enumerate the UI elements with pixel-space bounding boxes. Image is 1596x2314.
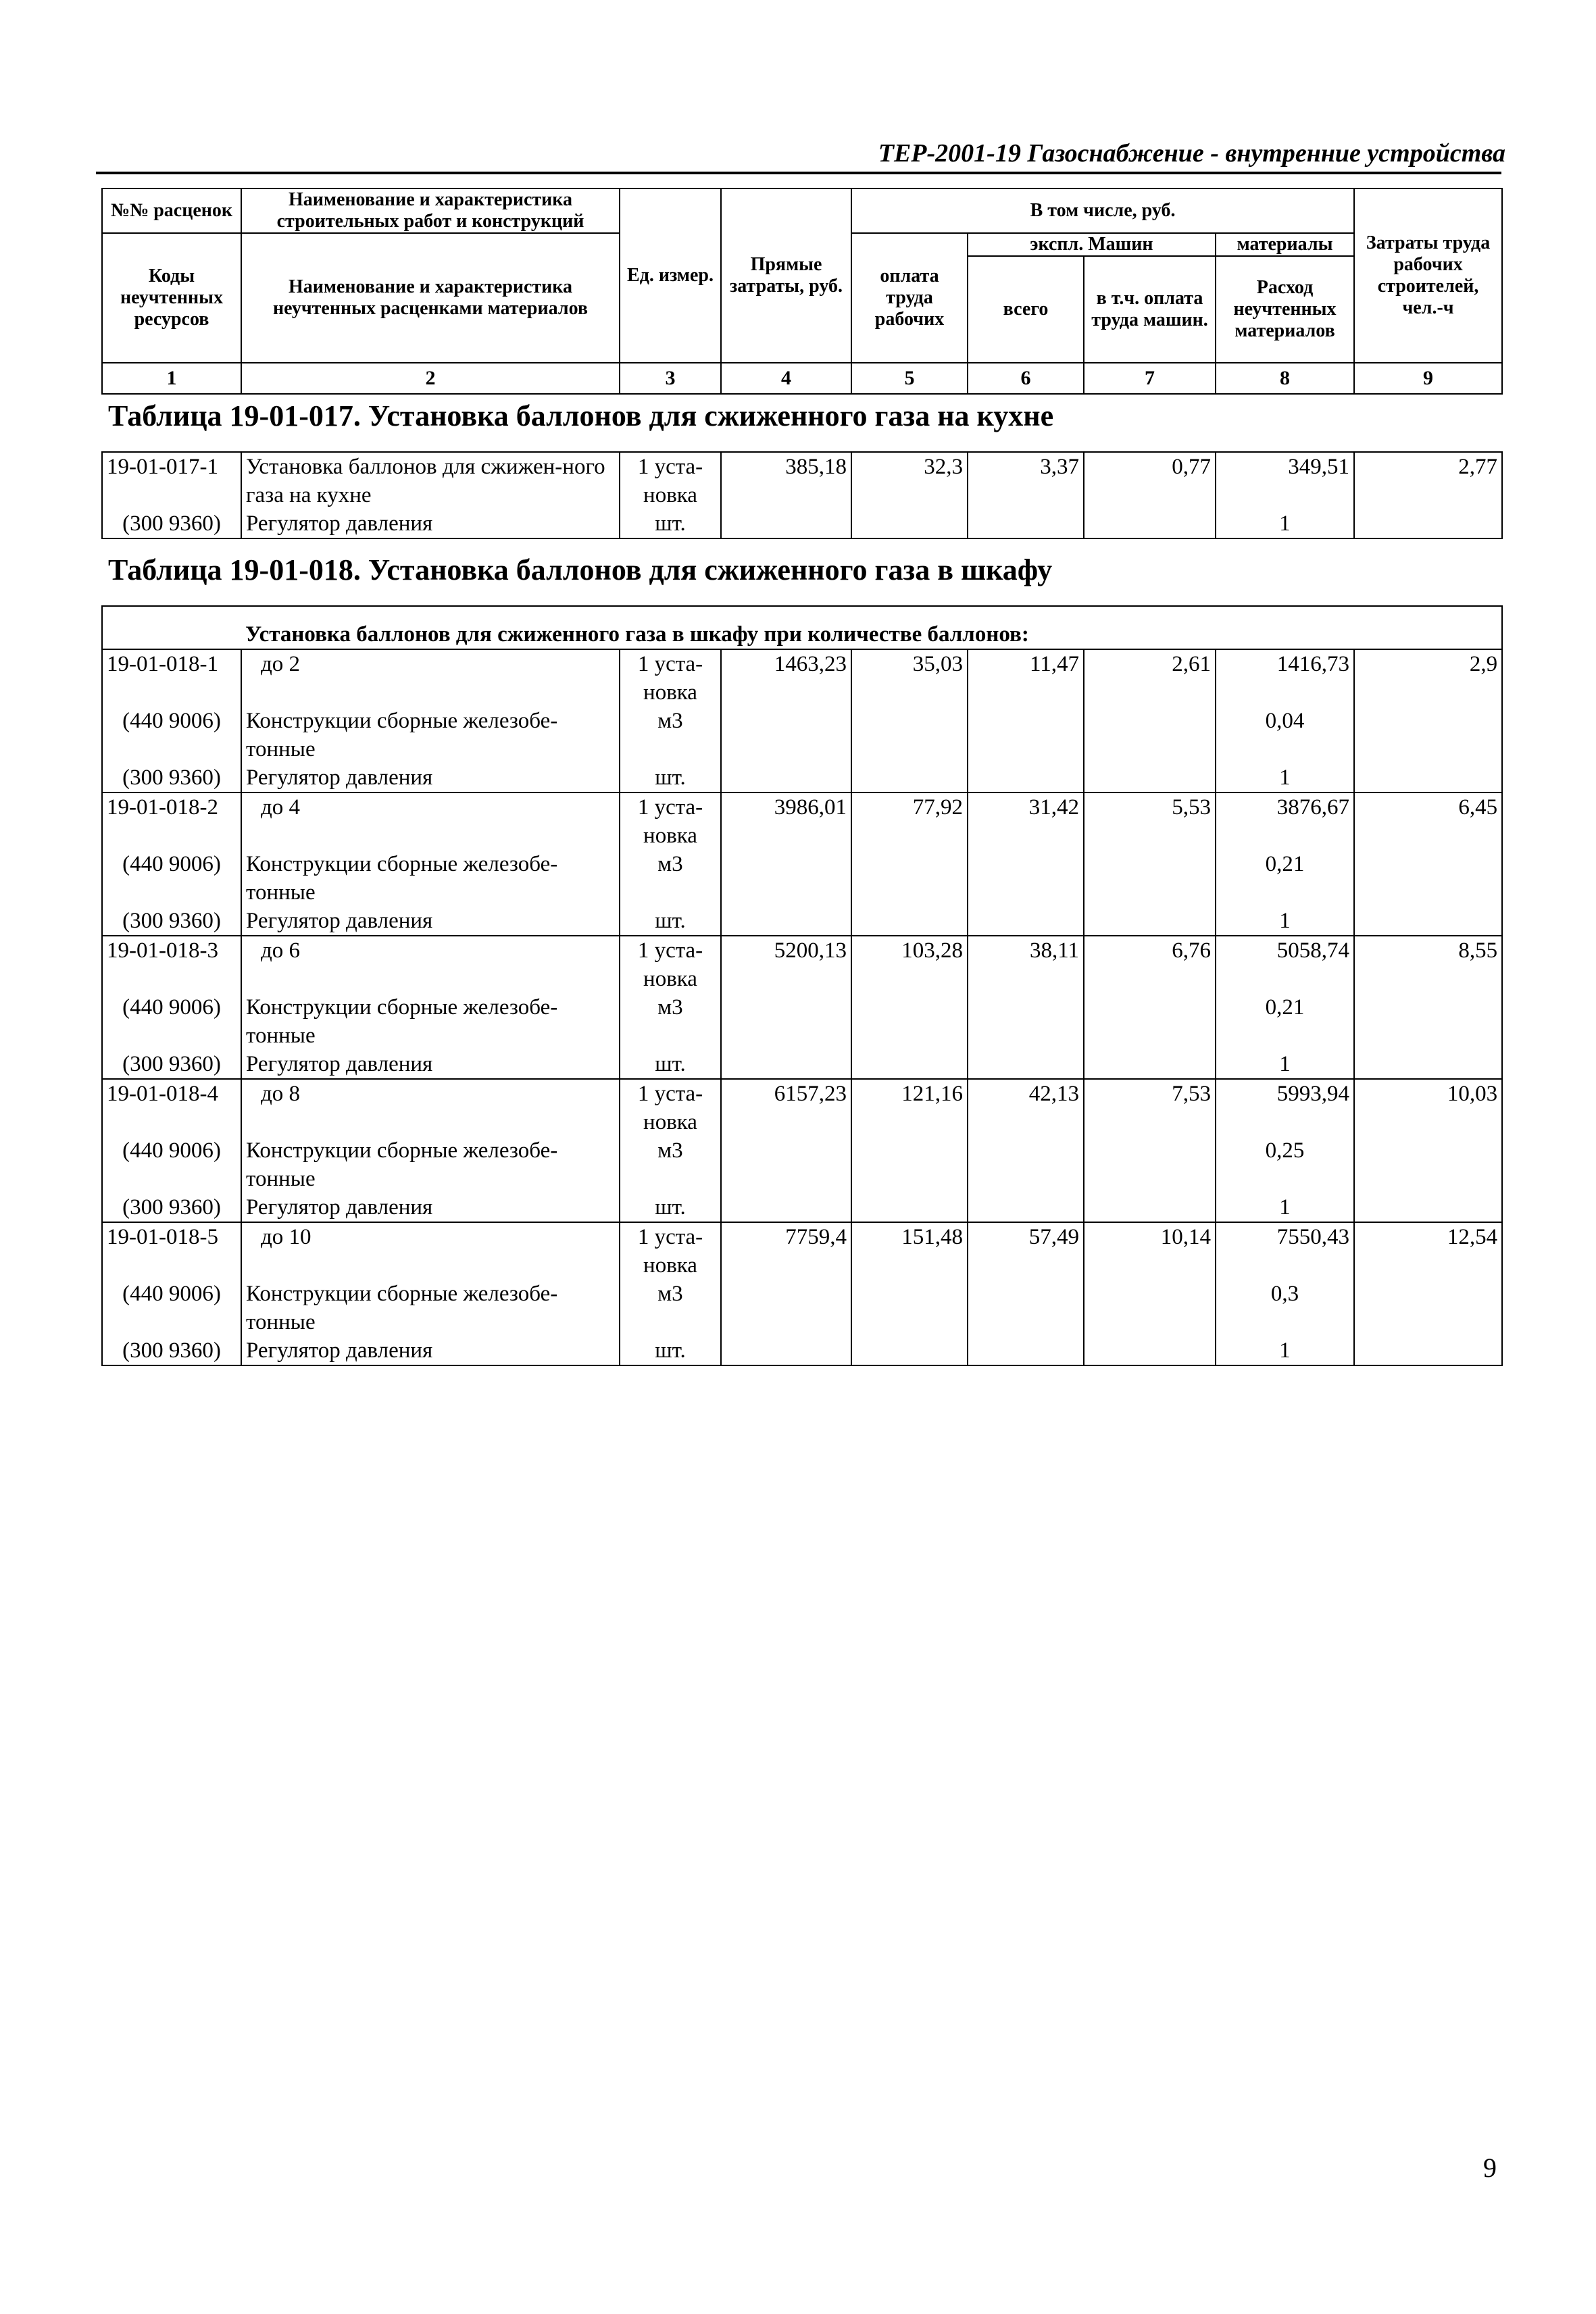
labor-hours: 12,54 [1354, 1222, 1502, 1280]
resource-name: Регулятор давления [241, 1336, 620, 1365]
table-row [102, 707, 1502, 763]
col-group-machines: экспл. Машин [968, 233, 1216, 256]
col-number: 4 [721, 363, 851, 394]
unit: 1 уста-новка [620, 793, 721, 850]
table-row [102, 649, 1502, 707]
resource-name: Конструкции сборные железобе-тонные [241, 850, 620, 907]
machine-operator-pay: 10,14 [1084, 1222, 1216, 1280]
col-number: 3 [620, 363, 721, 394]
col-number: 5 [851, 363, 968, 394]
work-name: Установка баллонов для сжижен-ного газа на кухне [241, 452, 620, 509]
table-row [102, 1193, 1502, 1222]
resource-code: (440 9006) [102, 850, 241, 907]
resource-code: (300 9360) [102, 1193, 241, 1222]
rate-code: 19-01-018-1 [102, 649, 241, 707]
machine-operator-pay: 6,76 [1084, 936, 1216, 993]
machines-total: 42,13 [968, 1079, 1084, 1136]
col-machine-operator-pay: в т.ч. оплата труда машин. [1084, 256, 1216, 363]
resource-name: Регулятор давления [241, 509, 620, 538]
col-group-materials: материалы [1216, 233, 1354, 256]
col-direct-costs: Прямые затраты, руб. [721, 188, 851, 363]
worker-pay: 151,48 [851, 1222, 968, 1280]
worker-pay: 77,92 [851, 793, 968, 850]
table-row [102, 936, 1502, 993]
labor-hours: 10,03 [1354, 1079, 1502, 1136]
resource-code: (440 9006) [102, 1280, 241, 1336]
resource-qty: 0,21 [1216, 850, 1354, 907]
resource-code: (300 9360) [102, 1050, 241, 1079]
labor-hours: 2,9 [1354, 649, 1502, 707]
running-header: ТЕР-2001-19 Газоснабжение - внутренние устройства [878, 139, 1505, 168]
unit: 1 уста-новка [620, 936, 721, 993]
unit: 1 уста-новка [620, 1222, 721, 1280]
table-row [102, 509, 1502, 538]
labor-hours: 6,45 [1354, 793, 1502, 850]
resource-code: (300 9360) [102, 509, 241, 538]
resource-unit: шт. [620, 509, 721, 538]
machines-total: 38,11 [968, 936, 1084, 993]
page-number: 9 [1483, 2153, 1497, 2183]
col-codes-bottom: Коды неучтенных ресурсов [102, 233, 241, 363]
resource-qty: 0,04 [1216, 707, 1354, 763]
resource-unit: шт. [620, 1193, 721, 1222]
machines-total: 3,37 [968, 452, 1084, 509]
work-name: до 8 [241, 1079, 620, 1136]
materials: 5058,74 [1216, 936, 1354, 993]
resource-name: Конструкции сборные железобе-тонные [241, 993, 620, 1050]
unit: 1 уста-новка [620, 1079, 721, 1136]
resource-qty: 1 [1216, 509, 1354, 538]
column-header-table [101, 188, 1503, 395]
rate-code: 19-01-018-2 [102, 793, 241, 850]
resource-name: Регулятор давления [241, 1050, 620, 1079]
resource-unit: шт. [620, 1050, 721, 1079]
machines-total: 57,49 [968, 1222, 1084, 1280]
direct-costs: 1463,23 [721, 649, 851, 707]
work-name: до 2 [241, 649, 620, 707]
col-materials-consumption: Расход неучтенных материалов [1216, 256, 1354, 363]
col-number: 8 [1216, 363, 1354, 394]
resource-code: (440 9006) [102, 707, 241, 763]
machines-total: 31,42 [968, 793, 1084, 850]
resource-name: Регулятор давления [241, 763, 620, 793]
col-codes-top: №№ расценок [102, 188, 241, 233]
resource-code: (300 9360) [102, 1336, 241, 1365]
table-017 [101, 451, 1503, 539]
table-row [102, 1050, 1502, 1079]
col-unit: Ед. измер. [620, 188, 721, 363]
direct-costs: 3986,01 [721, 793, 851, 850]
machine-operator-pay: 5,53 [1084, 793, 1216, 850]
resource-qty: 0,21 [1216, 993, 1354, 1050]
col-number: 1 [102, 363, 241, 394]
table-row [102, 793, 1502, 850]
resource-unit: шт. [620, 763, 721, 793]
rate-code: 19-01-018-4 [102, 1079, 241, 1136]
resource-code: (300 9360) [102, 907, 241, 936]
table-row [102, 763, 1502, 793]
direct-costs: 5200,13 [721, 936, 851, 993]
table-row [102, 993, 1502, 1050]
resource-unit: м3 [620, 1280, 721, 1336]
table-018-subtitle: Установка баллонов для сжиженного газа в шкафу при количестве баллонов: [241, 606, 1502, 649]
rate-code: 19-01-018-3 [102, 936, 241, 993]
materials: 3876,67 [1216, 793, 1354, 850]
unit: 1 уста-новка [620, 452, 721, 509]
resource-name: Регулятор давления [241, 1193, 620, 1222]
table-018-title: Таблица 19-01-018. Установка баллонов для сжиженного газа в шкафу [108, 553, 1053, 586]
direct-costs: 385,18 [721, 452, 851, 509]
table-row [102, 1079, 1502, 1136]
labor-hours: 2,77 [1354, 452, 1502, 509]
direct-costs: 6157,23 [721, 1079, 851, 1136]
rate-code: 19-01-018-5 [102, 1222, 241, 1280]
resource-unit: шт. [620, 1336, 721, 1365]
resource-code: (440 9006) [102, 993, 241, 1050]
col-name-bottom: Наименование и характеристика неучтенных расценками материалов [241, 233, 620, 363]
materials: 5993,94 [1216, 1079, 1354, 1136]
resource-qty: 1 [1216, 763, 1354, 793]
worker-pay: 32,3 [851, 452, 968, 509]
table-row [102, 907, 1502, 936]
resource-qty: 1 [1216, 1336, 1354, 1365]
unit: 1 уста-новка [620, 649, 721, 707]
materials: 7550,43 [1216, 1222, 1354, 1280]
resource-name: Регулятор давления [241, 907, 620, 936]
col-number: 9 [1354, 363, 1502, 394]
resource-qty: 0,25 [1216, 1136, 1354, 1193]
table-row [102, 452, 1502, 509]
resource-unit: шт. [620, 907, 721, 936]
col-number: 6 [968, 363, 1084, 394]
machine-operator-pay: 2,61 [1084, 649, 1216, 707]
col-worker-pay: оплата труда рабочих [851, 233, 968, 363]
table-row [102, 1336, 1502, 1365]
resource-qty: 0,3 [1216, 1280, 1354, 1336]
col-machines-total: всего [968, 256, 1084, 363]
col-number: 7 [1084, 363, 1216, 394]
work-name: до 4 [241, 793, 620, 850]
resource-name: Конструкции сборные железобе-тонные [241, 1136, 620, 1193]
resource-unit: м3 [620, 1136, 721, 1193]
table-018 [101, 605, 1503, 1366]
table-row [102, 1280, 1502, 1336]
col-name-top: Наименование и характеристика строительных работ и конструкций [241, 188, 620, 233]
worker-pay: 121,16 [851, 1079, 968, 1136]
col-labor-hours: Затраты труда рабочих строителей, чел.-ч [1354, 188, 1502, 363]
materials: 349,51 [1216, 452, 1354, 509]
resource-unit: м3 [620, 707, 721, 763]
work-name: до 6 [241, 936, 620, 993]
resource-name: Конструкции сборные железобе-тонные [241, 707, 620, 763]
table-017-title: Таблица 19-01-017. Установка баллонов для сжиженного газа на кухне [108, 399, 1054, 432]
direct-costs: 7759,4 [721, 1222, 851, 1280]
labor-hours: 8,55 [1354, 936, 1502, 993]
col-group-including: В том числе, руб. [851, 188, 1354, 233]
machines-total: 11,47 [968, 649, 1084, 707]
table-row [102, 1136, 1502, 1193]
materials: 1416,73 [1216, 649, 1354, 707]
resource-unit: м3 [620, 993, 721, 1050]
machine-operator-pay: 0,77 [1084, 452, 1216, 509]
resource-unit: м3 [620, 850, 721, 907]
table-row [102, 850, 1502, 907]
rate-code: 19-01-017-1 [102, 452, 241, 509]
worker-pay: 35,03 [851, 649, 968, 707]
resource-qty: 1 [1216, 1050, 1354, 1079]
worker-pay: 103,28 [851, 936, 968, 993]
table-row [102, 1222, 1502, 1280]
resource-code: (300 9360) [102, 763, 241, 793]
resource-code: (440 9006) [102, 1136, 241, 1193]
col-number: 2 [241, 363, 620, 394]
work-name: до 10 [241, 1222, 620, 1280]
header-rule [96, 172, 1501, 174]
resource-qty: 1 [1216, 1193, 1354, 1222]
resource-name: Конструкции сборные железобе-тонные [241, 1280, 620, 1336]
machine-operator-pay: 7,53 [1084, 1079, 1216, 1136]
resource-qty: 1 [1216, 907, 1354, 936]
